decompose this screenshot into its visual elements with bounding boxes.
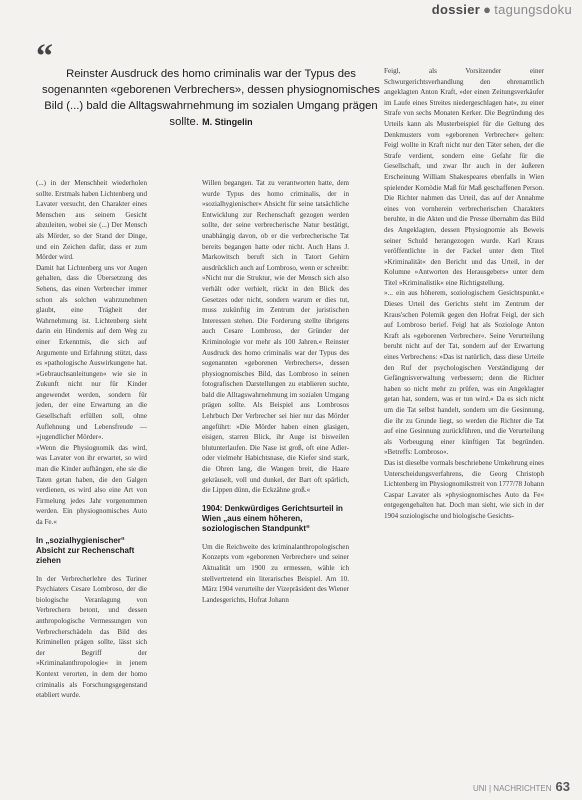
column-right <box>384 66 544 522</box>
section-header <box>432 2 572 17</box>
paragraph: In der Verbrecherlehre des Turiner Psychiaters Cesare Lombroso, der die biologische Veranlagung von Verbrechern betont, und dessen anthropologische Vermessungen von Verbrecherschädeln das Bild des Kriminellen prägen sollte, lässt sich der Begriff der »Kriminalanthropologie« in jenem Kontext verorten, in dem der homo criminalis als Forschungsgegenstand etabliert wurde. <box>36 574 147 700</box>
paragraph: (...) in der Menschheit wiederholen sollte. Erstmals haben Lichtenberg und Lavater versucht, den Charakter eines Menschen aus seinem Gesicht abzuleiten, wobei sie (...) Der Mensch als Mörder, so der Stand der Dinge, und ein Zeichen dafür, dass er zum Mörder wird. <box>36 179 147 262</box>
paragraph: Feigl, als Vorsitzender einer Schwurgerichtsverhandlung den ehrenamtlich angeklagten Anton Kraft, »der einen Zeitungsverkäufer im Laufe eines Streites niedergeschlagen hat«, zu einer Strafe von sechs Monaten Kerker. Die Begründung des Urteils kann als Musterbeispiel für die Geltung des Denkmusters vom »geborenen Verbrecher« gelten: Feigl wollte in Kraft nicht nur den Täter sehen, der die Strafe verdient, sondern eine Gefahr für die Gesellschaft, und zwar Ihr auch in der äußeren Erscheinung William Shakespeares ebenfalls in Wien spielender Komödie Maß für Maß geschaffenen Person. Die Richter nahmen das Urteil, das auf der Annahme eines von vornherein verbrecherischen Charakters beruhte, in die Akten und die Presse übernahm das Bild des Angeklagten, dessen Physiognomie als Beweis seiner Schuld herangezogen wurde. Karl Kraus veröffentlichte in der Fackel unter dem Titel »Kriminalität« den Bericht und das Urteil, in der Kolumne »Antworten des Herausgebers« unter dem Titel »Kriminalistik« eine Richtigstellung. <box>384 67 544 287</box>
paragraph: »Wenn die Physiognomik das wird, was Lavater von ihr erwartet, so wird man die Kinder aufhängen, ehe sie die Taten getan haben, die den Galgen verdienen, es wird also eine Art von Firmelung jedes Jahr vorgenommen werden. Ein physiognomisches Auto da Fe.« <box>36 443 147 526</box>
subheading: In „sozialhygienischer“ Absicht zur Rechenschaft ziehen <box>36 535 135 565</box>
page-footer <box>473 779 570 794</box>
subheading: 1904: Denkwürdiges Gerichtsurteil in Wien „aus einem höheren, soziologischen Standpunkt“ <box>202 503 343 533</box>
column-left <box>36 178 147 701</box>
bullet-icon: ● <box>483 2 492 17</box>
page-number: 63 <box>555 779 570 794</box>
pull-quote <box>36 66 386 130</box>
pull-quote-text: Reinster Ausdruck des homo criminalis war der Typus des sogenannten «geborenen Verbrechers», dessen physiognomisches Bild (...) bald die Alltagswahrnehmung im sozialen Umgang prägen sollte. <box>42 68 380 128</box>
paragraph: »... ein aus höherem, soziologischem Gesichtspunkt.« Dieses Urteil des Gerichts steht im Zentrum der Kraus'schen Polemik gegen den Hofrat Feigl, der sich auf Lombroso berief. Feigl hat als Soziologe Anton Kraft als »geborenen Verbrecher«. Seine Verurteilung beruht nicht auf der Tat, sondern auf der Erwartung eines Verbrechens: »Das ist natürlich, dass diese Urteile den Ruf der psychologischen Verständigung der Gefängnisverwaltung verbessern; denn die Richter haben so nicht mehr zu prüfen, was ein Angeklagter getan hat, sondern, was er tun wird.« Da es sich nicht um die Tat selbst handelt, sondern um die Gesinnung, die ihr zu Grunde liegt, so werden die Richter die Tat auf eine Gesinnung zurückführen, und die Verurteilung als Vorbeugung einer künftigen Tat begründen. »Betreffs: Lombroso«. <box>384 289 544 457</box>
section-label: dossier <box>431 2 481 17</box>
paragraph: Um die Reichweite des kriminalanthropologischen Konzepts vom »geborenen Verbrecher« und seiner Aktualität um 1900 zu ermessen, wähle ich stellvertretend ein literarisches Beispiel. Am 10. März 1904 verurteilte der Vizepräsident des Wiener Landesgerichts, Hofrat Johann <box>202 542 349 604</box>
column-middle <box>202 178 349 605</box>
paragraph: Das ist dieselbe vormals beschriebene Umkehrung eines Unterscheidungsverfahrens, die Georg Christoph Lichtenberg im Physiognomikstreit von 1777/78 Johann Caspar Lavater als »physiognomisches Auto da Fe« entgegengehalten hat. Doch man sieht, wie sich in der 1904 soziologische und biologische Gesichts- <box>384 458 544 520</box>
subsection-label: tagungsdoku <box>494 2 572 17</box>
paragraph: Willen begangen. Tat zu verantworten hatte, dem wurde Typus des homo criminalis, der in »sozialhygienischer« Absicht für seine tatsächliche Entwicklung zur Rechenschaft gezogen werden sollte, der seine verbrecherische Natur bestätigt, unabhängig davon, ob er die verbrecherische Tat bereits begangen hatte oder nicht. Auch Hans J. Markowitsch beruft sich in Tatort Gehirn ausdrücklich auch auf Lombroso, wenn er schreibt: »Nicht nur die Struktur, wie der Mensch sich also verhält oder verhielt, rückt in den Blick des Gesetzes oder nicht, sondern warum er dies tut, muss zukünftig im Zentrum der juristischen Interessen stehen. Die Forderung stellte übrigens auch Cesare Lombroso, der Gründer der Kriminologie vor mehr als 100 Jahren.« Reinster Ausdruck des homo criminalis war der Typus des sogenannten »geborenen Verbrechers«, dessen physiognomisches Bild, das Lombroso in seinen fotografischen Darstellungen zu etablieren suchte, bald die Alltagswahrnehmung im sozialen Umgang prägen sollte. Als Beispiel aus Lombrosos Lehrbuch Der Verbrecher sei hier nur das Mörder angeführt: »Die Mörder haben einen glasigen, eisigen, starren Blick, ihr Auge ist bisweilen blutunterlaufen. Die Nase ist groß, oft eine Adler- oder vielmehr Habichtsnase, die Kiefer sind stark, die Ohren lang, die Wangen breit, die Haare gekräuselt, voll und dunkel, der Bart oft spärlich, die Lippen dünn, die Eckzähne groß.« <box>202 179 349 495</box>
footer-text: UNI | NACHRICHTEN <box>473 784 552 793</box>
quote-mark-icon: “ <box>36 38 53 75</box>
pull-quote-author: M. Stingelin <box>202 117 253 127</box>
paragraph: Damit hat Lichtenberg uns vor Augen gehalten, dass die Übersetzung des Sehens, das einen Verbrecher immer schon als solchen wahrzunehmen glaubt, eine Trägheit der Wahrnehmung ist. Lichtenberg sieht darin ein Hindernis auf dem Weg zu einer Erkenntnis, die sich auf Argumente und Erfahrung stützt, dass es »pathologische Auswirkungen« hat. »Gebrauchsanleitungen« wie sie in Zukunft nicht nur für Kinder angewendet werden, sondern für jeden, der eine Erwartung an die Gesellschaft erfüllen soll, ohne Auflehnung und Lebensfreude — »jugendlicher Mörder«. <box>36 263 147 442</box>
